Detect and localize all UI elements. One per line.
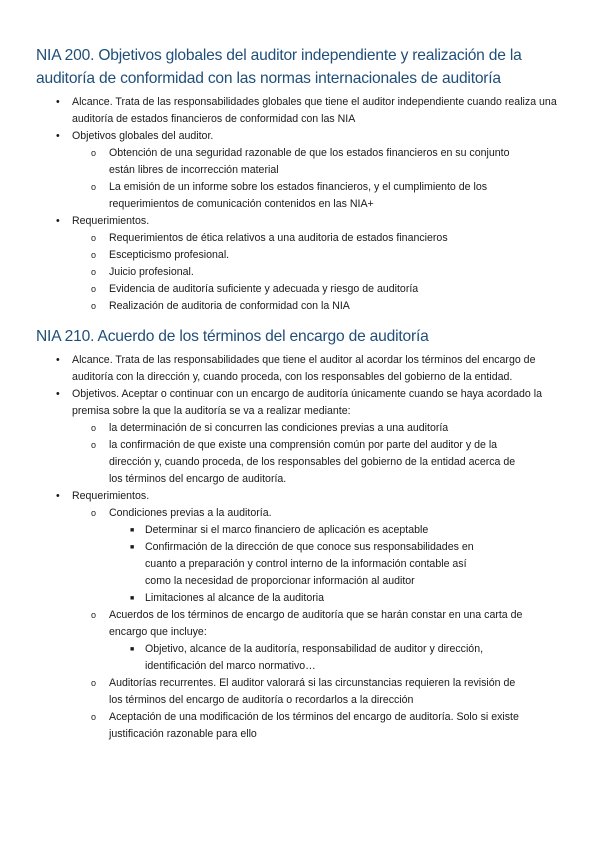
sub-list-item xyxy=(0,179,563,213)
section-heading-nia-210: NIA 210. Acuerdo de los términos del encargo de auditoría xyxy=(36,328,429,345)
sub-list-item-text: Juicio profesional. xyxy=(109,266,194,278)
circle-bullet-icon: o xyxy=(91,712,97,722)
sub-list-item-text: la determinación de si concurren las condiciones previas a una auditoría xyxy=(109,422,449,434)
sub-list-item xyxy=(0,437,563,488)
square-bullet-icon: ■ xyxy=(130,646,135,653)
sub-list-item-text: la confirmación de que existe una comprensión común por parte del auditor y de la dirección y, cuando proceda, de los responsables del gobierno de la entidad acerca de los términos del encargo de auditoría. xyxy=(109,439,516,485)
circle-bullet-icon: o xyxy=(91,284,97,294)
circle-bullet-icon: o xyxy=(91,233,97,243)
circle-bullet-icon: o xyxy=(91,267,97,277)
sub-list-item-text: Acuerdos de los términos de encargo de auditoría que se harán constar en una carta de encargo que incluye: xyxy=(109,609,523,638)
section-heading-nia-200: NIA 200. Objetivos globales del auditor independiente y realización de la auditoría de conformidad con las normas internacionales de auditoría xyxy=(36,47,522,87)
sub-sub-list-item-text: Confirmación de la dirección de que conoce sus responsabilidades en cuanto a preparación y control interno de la información contable así como la necesidad de proporcionar información al auditor xyxy=(145,541,474,587)
sub-list-item-text: Realización de auditoria de conformidad con la NIA xyxy=(109,300,350,312)
sub-list-item xyxy=(0,505,563,607)
list-item xyxy=(0,386,599,488)
sub-list-item xyxy=(0,230,563,247)
list-item-text: Requerimientos. xyxy=(72,490,150,502)
circle-bullet-icon: o xyxy=(91,301,97,311)
bullet-icon: • xyxy=(56,130,60,142)
bullet-icon: • xyxy=(56,490,60,502)
sub-list-item xyxy=(0,675,563,709)
sub-list-item xyxy=(0,281,563,298)
list-item-text: Objetivos. Aceptar o continuar con un encargo de auditoría únicamente cuando se haya acordado la premisa sobre la que la auditoría se va a realizar mediante: xyxy=(72,388,542,417)
sub-list-item-text: Requerimientos de ética relativos a una auditoria de estados financieros xyxy=(109,232,448,244)
circle-bullet-icon: o xyxy=(91,508,97,518)
list-item xyxy=(0,94,599,128)
nia-200-list xyxy=(0,94,599,315)
sub-list-item xyxy=(0,264,563,281)
sub-sub-list-item xyxy=(0,539,527,590)
square-bullet-icon: ■ xyxy=(130,527,135,534)
sub-list-item xyxy=(0,709,563,743)
list-item-text: Alcance. Trata de las responsabilidades que tiene el auditor al acordar los términos del encargo de auditoría con la dirección y, cuando proceda, con los responsables del gobierno de la entidad. xyxy=(72,354,536,383)
sub-list-item-text: Obtención de una seguridad razonable de que los estados financieros en su conjunto están libres de incorrección material xyxy=(109,147,510,176)
bullet-icon: • xyxy=(56,96,60,108)
sub-list-item xyxy=(0,247,563,264)
sub-list-item-text: Evidencia de auditoría suficiente y adecuada y riesgo de auditoría xyxy=(109,283,419,295)
sub-list-item-text: La emisión de un informe sobre los estados financieros, y el cumplimiento de los requerimientos de comunicación contenidos en las NIA+ xyxy=(109,181,488,210)
sub-sub-list-item-text: Limitaciones al alcance de la auditoria xyxy=(145,592,325,604)
sub-sub-list-item-text: Determinar si el marco financiero de aplicación es aceptable xyxy=(145,524,429,536)
sub-list-item xyxy=(0,420,563,437)
circle-bullet-icon: o xyxy=(91,610,97,620)
circle-bullet-icon: o xyxy=(91,250,97,260)
circle-bullet-icon: o xyxy=(91,678,97,688)
square-bullet-icon: ■ xyxy=(130,544,135,551)
sub-list-item-text: Condiciones previas a la auditoría. xyxy=(109,507,272,519)
sub-sub-list-item xyxy=(0,641,527,675)
sub-list-item-text: Auditorías recurrentes. El auditor valorará si las circunstancias requieren la revisión de los términos del encargo de auditoría o recordarlos a la dirección xyxy=(109,677,516,706)
bullet-icon: • xyxy=(56,354,60,366)
nia-210-list xyxy=(0,352,599,743)
list-item xyxy=(0,352,599,386)
bullet-icon: • xyxy=(56,388,60,400)
sub-list-item-text: Escepticismo profesional. xyxy=(109,249,230,261)
circle-bullet-icon: o xyxy=(91,423,97,433)
sub-list-item xyxy=(0,298,563,315)
sub-sub-list-item xyxy=(0,522,527,539)
sub-list-item xyxy=(0,607,563,675)
sub-sub-list-item-text: Objetivo, alcance de la auditoría, responsabilidad de auditor y dirección, identificación del marco normativo… xyxy=(145,643,484,672)
list-item-text: Requerimientos. xyxy=(72,215,150,227)
circle-bullet-icon: o xyxy=(91,440,97,450)
sub-list-item-text: Aceptación de una modificación de los términos del encargo de auditoría. Solo si existe justificación razonable para ello xyxy=(109,711,519,740)
list-item xyxy=(0,128,599,213)
bullet-icon: • xyxy=(56,215,60,227)
circle-bullet-icon: o xyxy=(91,182,97,192)
sub-sub-list-item xyxy=(0,590,527,607)
list-item-text: Objetivos globales del auditor. xyxy=(72,130,214,142)
list-item xyxy=(0,213,599,315)
list-item xyxy=(0,488,599,743)
list-item-text: Alcance. Trata de las responsabilidades globales que tiene el auditor independiente cuando realiza una auditoría de estados financieros de conformidad con las NIA xyxy=(72,96,557,125)
sub-list-item xyxy=(0,145,563,179)
square-bullet-icon: ■ xyxy=(130,595,135,602)
circle-bullet-icon: o xyxy=(91,148,97,158)
